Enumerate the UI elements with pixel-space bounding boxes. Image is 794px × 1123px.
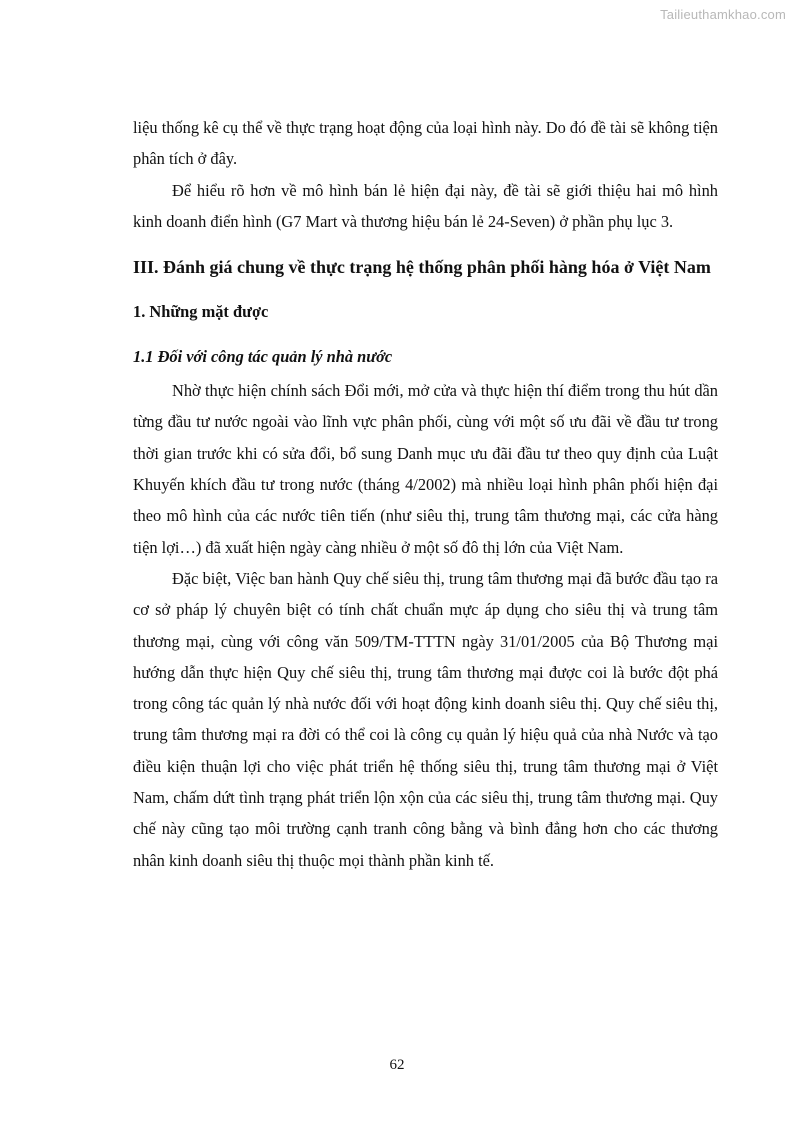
subsubsection-heading: 1.1 Đối với công tác quản lý nhà nước [133,347,393,367]
page-number: 62 [389,1057,405,1073]
watermark-text: Tailieuthamkhao.com [660,7,786,22]
paragraph-continuation: liệu thống kê cụ thể về thực trạng hoạt động của loại hình này. Do đó đề tài sẽ không tiện phân tích ở đây. [133,118,718,169]
paragraph-appendix-reference: Để hiểu rõ hơn về mô hình bán lẻ hiện đại này, đề tài sẽ giới thiệu hai mô hình kinh doanh điển hình (G7 Mart và thương hiệu bán lẻ 24-Seven) ở phần phụ lục 3. [133,180,718,231]
subsection-heading: 1. Những mặt được [133,302,269,322]
paragraph-state-management: Nhờ thực hiện chính sách Đổi mới, mở cửa và thực hiện thí điểm trong thu hút dần từng đầu tư nước ngoài vào lĩnh vực phân phối, cùng với một số ưu đãi về đầu tư trong thời gian trước khi có sửa đổi, bổ sung Danh mục ưu đãi đầu tư theo quy định của Luật Khuyến khích đầu tư trong nước (tháng 4/2002) mà nhiều loại hình phân phối hiện đại theo mô hình của các nước tiên tiến (như siêu thị, trung tâm thương mại, các cửa hàng tiện lợi…) đã xuất hiện ngày càng nhiều ở một số đô thị lớn của Việt Nam. [133,381,718,557]
section-heading: III. Đánh giá chung về thực trạng hệ thống phân phối hàng hóa ở Việt Nam [133,257,711,278]
document-body [133,112,718,876]
paragraph-supermarket-regulation: Đặc biệt, Việc ban hành Quy chế siêu thị, trung tâm thương mại đã bước đầu tạo ra cơ sở pháp lý chuyên biệt có tính chất chuẩn mực áp dụng cho siêu thị và trung tâm thương mại, cùng với công văn 509/TM-TTTN ngày 31/01/2005 của Bộ Thương mại hướng dẫn thực hiện Quy chế siêu thị, trung tâm thương mại được coi là bước đột phá trong công tác quản lý nhà nước đối với hoạt động kinh doanh siêu thị. Quy chế siêu thị, trung tâm thương mại ra đời có thể coi là công cụ quản lý hiệu quả của nhà Nước và tạo điều kiện thuận lợi cho việc phát triển hệ thống siêu thị, trung tâm thương mại ở Việt Nam, chấm dứt tình trạng phát triển lộn xộn của các siêu thị, trung tâm thương mại. Quy chế này cũng tạo môi trường cạnh tranh công bằng và bình đẳng hơn cho các thương nhân kinh doanh siêu thị thuộc mọi thành phần kinh tế. [133,568,718,870]
